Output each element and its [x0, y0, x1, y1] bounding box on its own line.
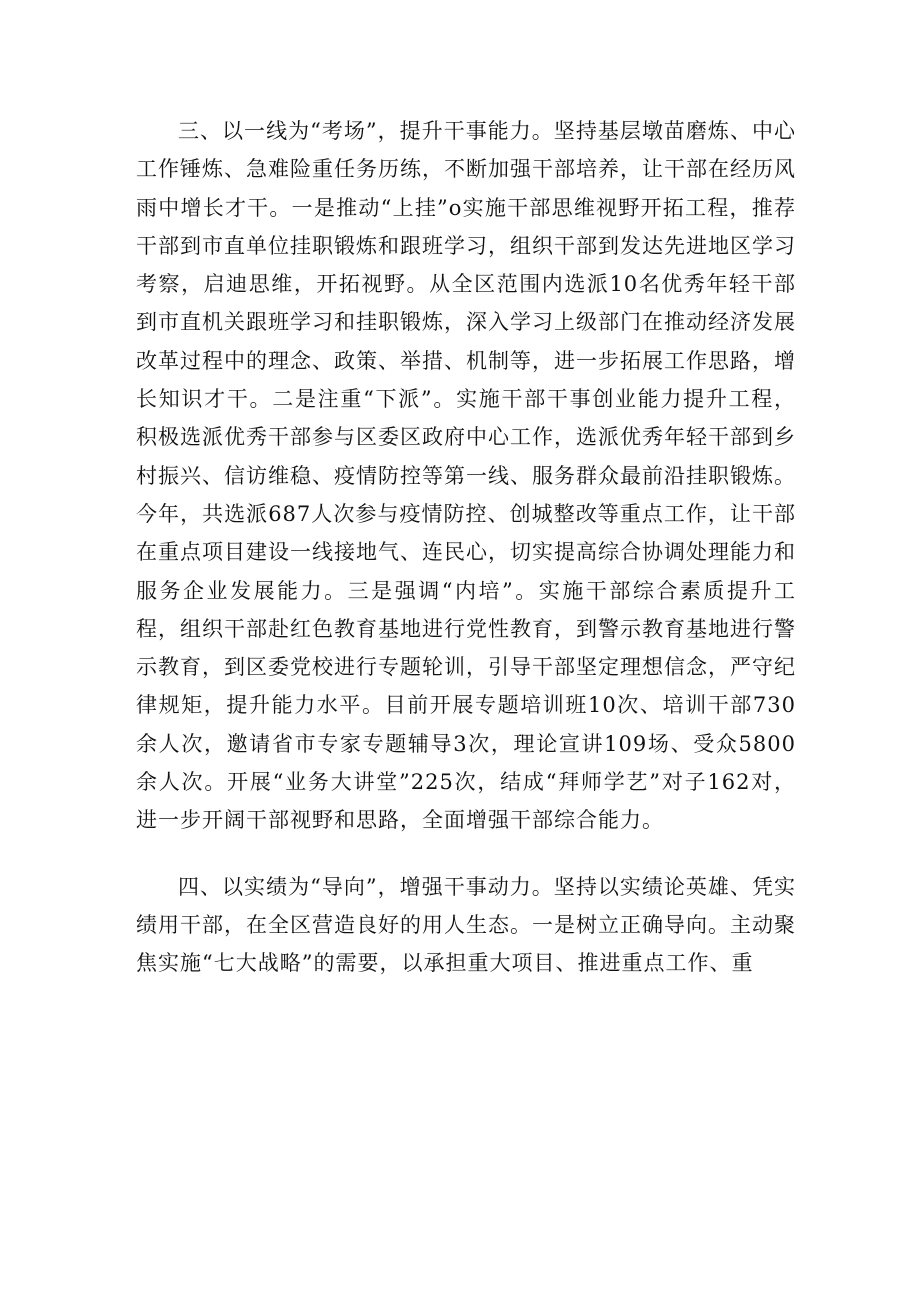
paragraph-section-four: 四、以实绩为“导向”，增强干事动力。坚持以实绩论英雄、凭实绩用干部，在全区营造良好的用人生态。一是树立正确导向。主动聚焦实施“七大战略”的需要，以承担重大项目、推进重点工作、重: [136, 874, 796, 976]
paragraph-section-three: 三、以一线为“考场”，提升干事能力。坚持基层墩苗磨炼、中心工作锤炼、急难险重任务历练，不断加强干部培养，让干部在经历风雨中增长才干。一是推动“上挂”o实施干部思维视野开拓工程，推荐干部到市直单位挂职锻炼和跟班学习，组织干部到发达先进地区学习考察，启迪思维，开拓视野。从全区范围内选派10名优秀年轻干部到市直机关跟班学习和挂职锻炼，深入学习上级部门在推动经济发展改革过程中的理念、政策、举措、机制等，进一步拓展工作思路，增长知识才干。二是注重“下派”。实施干部干事创业能力提升工程，积极选派优秀干部参与区委区政府中心工作，选派优秀年轻干部到乡村振兴、信访维稳、疫情防控等第一线、服务群众最前沿挂职锻炼。今年，共选派687人次参与疫情防控、创城整改等重点工作，让干部在重点项目建设一线接地气、连民心，切实提高综合协调处理能力和服务企业发展能力。三是强调“内培”。实施干部综合素质提升工程，组织干部赴红色教育基地进行党性教育，到警示教育基地进行警示教育，到区委党校进行专题轮训，引导干部坚定理想信念，严守纪律规矩，提升能力水平。目前开展专题培训班10次、培训干部730余人次，邀请省市专家专题辅导3次，理论宣讲109场、受众5800余人次。开展“业务大讲堂”225次，结成“拜师学艺”对子162对，进一步开阔干部视野和思路，全面增强干部综合能力。: [136, 119, 796, 833]
document-body: [136, 112, 796, 983]
